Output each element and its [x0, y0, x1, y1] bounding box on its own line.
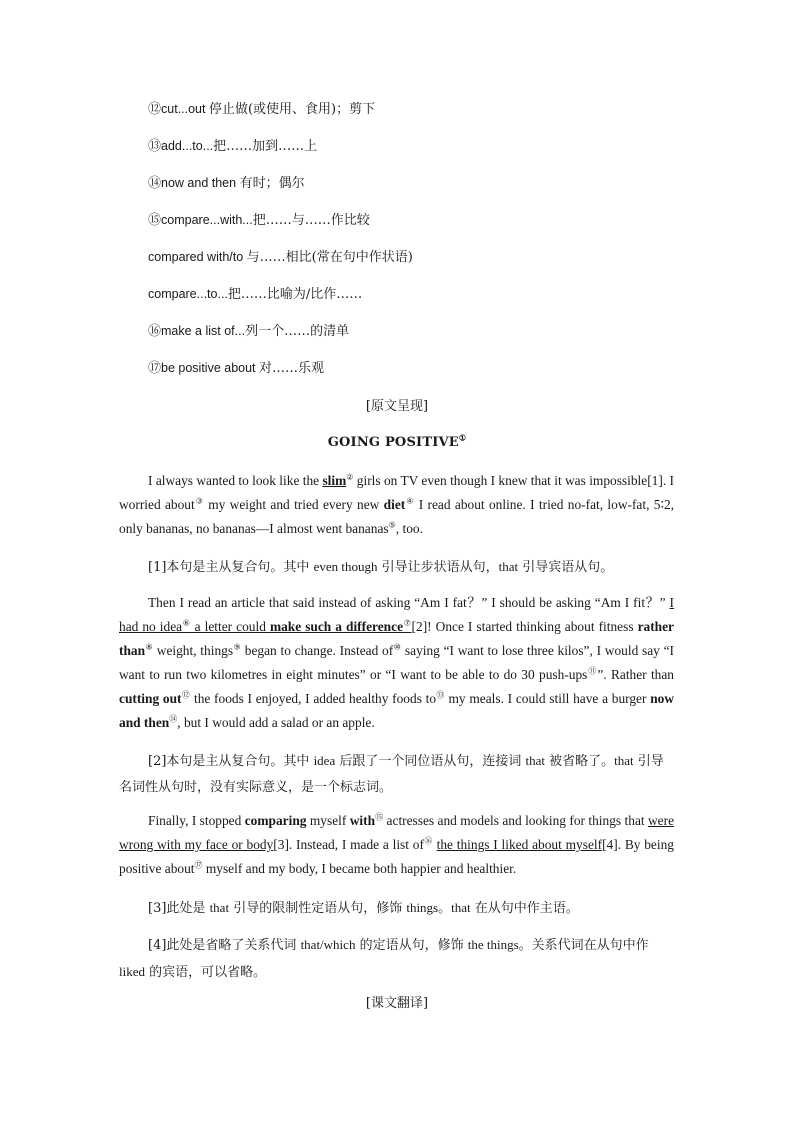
footnote-marker: ⑫ — [181, 690, 191, 700]
footnote-marker: ⑧ — [145, 642, 154, 652]
underlined-clause: the things I liked about myself — [436, 837, 603, 852]
footnote-marker: ⑥ — [182, 618, 191, 628]
vocab-chinese: 与……相比(常在句中作状语) — [246, 250, 413, 265]
note-3: [3]此处是 that 引导的限制性定语从句，修饰 things。that 在从句中作主语。 — [148, 900, 579, 916]
section-heading-original: [原文呈现] — [365, 399, 429, 414]
footnote-marker: ③ — [194, 496, 204, 506]
vocab-item — [148, 211, 370, 230]
key-phrase: cutting out — [119, 691, 182, 706]
section-heading-translation: [课文翻译] — [365, 996, 429, 1011]
footnote-marker: ⑬ — [436, 690, 445, 700]
key-word: diet — [383, 497, 406, 512]
footnote-marker: ⑪ — [587, 666, 598, 676]
vocab-item — [148, 174, 305, 193]
item-number: ⑰ — [148, 361, 162, 376]
item-number: ⑬ — [148, 139, 162, 154]
footnote-marker: ⑩ — [393, 642, 402, 652]
footnote-marker: ⑦ — [403, 618, 412, 628]
footnote-marker: ⑤ — [388, 520, 396, 530]
vocab-english: compared with/to — [148, 250, 247, 264]
article-title-text: GOING POSITIVE — [327, 435, 459, 450]
footnote-marker: ⑰ — [194, 860, 203, 870]
vocab-chinese: 列一个……的清单 — [245, 324, 350, 339]
vocab-item — [148, 322, 349, 341]
key-word: with — [349, 813, 376, 828]
paragraph-2: Then I read an article that said instead of asking “Am I fat？” I should be asking “Am I fit？” I had no idea⑥ a letter could make such a difference⑦[2]! Once I started thinking about fitness rather than⑧ weight, things⑨ began to change. Instead of⑩ saying “I want to lose three kilos”, I would say “I want to run two kilometres in eight minutes” or “I want to be able to do 30 push-ups⑪”. Rather than cutting out⑫ the foods I enjoyed, I added healthy foods to⑬ my meals. I could still have a burger now and then⑭, but I would add a salad or an apple. — [119, 595, 675, 730]
vocab-english: compare...with... — [161, 213, 253, 227]
footnote-marker: ⑯ — [423, 836, 433, 846]
vocab-chinese: 有时；偶尔 — [239, 176, 305, 191]
note-2: [2]本句是主从复合句。其中 idea 后跟了一个同位语从句，连接词 that 被省略了。that 引导名词性从句时，没有实际意义，是一个标志词。 — [119, 753, 664, 795]
footnote-marker: ④ — [405, 496, 415, 506]
vocab-item — [148, 359, 324, 378]
key-word: slim — [322, 473, 347, 488]
key-phrase: make such a difference — [269, 619, 404, 634]
item-number: ⑫ — [148, 102, 162, 117]
vocab-english: now and then — [161, 176, 240, 190]
vocab-item — [148, 100, 375, 119]
key-phrase: rather than — [119, 619, 674, 658]
vocab-chinese: 把……比喻为/比作…… — [227, 287, 363, 302]
note-4: [4]此处是省略了关系代词 that/which 的定语从句，修饰 the things。关系代词在从句中作 liked 的宾语，可以省略。 — [119, 937, 649, 980]
vocab-chinese: 对……乐观 — [259, 361, 325, 376]
vocab-english: add...to... — [161, 139, 214, 153]
note-1: [1]本句是主从复合句。其中 even though 引导让步状语从句，that 引导宾语从句。 — [148, 559, 614, 575]
footnote-marker: ⑭ — [169, 714, 178, 724]
key-word: comparing — [244, 813, 307, 828]
vocab-chinese: 把……与……作比较 — [252, 213, 370, 228]
article-title — [0, 434, 794, 452]
underlined-clause: were wrong with my face or body — [119, 813, 675, 852]
footnote-marker: ⑮ — [375, 812, 384, 822]
footnote-marker: ⑨ — [233, 642, 242, 652]
vocab-english: cut...out — [161, 102, 209, 116]
item-number: ⑭ — [148, 176, 162, 191]
vocab-chinese: 停止做(或使用、食用)；剪下 — [208, 102, 376, 117]
vocab-english: be positive about — [161, 361, 260, 375]
vocab-item — [148, 137, 317, 156]
paragraph-1: I always wanted to look like the slim② girls on TV even though I knew that it was impossible[1]. I worried about③ my weight and tried every new diet④ I read about online. I tried no-fat, low-fat, 5∶2, only bananas, no bananas—I almost went bananas⑤, too. — [119, 472, 674, 536]
vocab-item — [148, 248, 413, 267]
paragraph-3: Finally, I stopped comparing myself with⑮ actresses and models and looking for things that were wrong with my face or body[3]. Instead, I made a list of⑯ the things I liked about myself[4]. By being positive about⑰ myself and my body, I became both happier and healthier. — [119, 812, 675, 876]
key-phrase: now and then — [119, 691, 675, 730]
vocab-english: compare...to... — [148, 287, 228, 301]
item-number: ⑯ — [148, 324, 162, 339]
vocab-chinese: 把……加到……上 — [213, 139, 318, 154]
footnote-marker: ② — [346, 472, 354, 482]
item-number: ⑮ — [148, 213, 162, 228]
footnote-marker: ① — [458, 432, 467, 443]
vocab-english: make a list of... — [161, 324, 246, 338]
vocab-item — [148, 285, 362, 304]
